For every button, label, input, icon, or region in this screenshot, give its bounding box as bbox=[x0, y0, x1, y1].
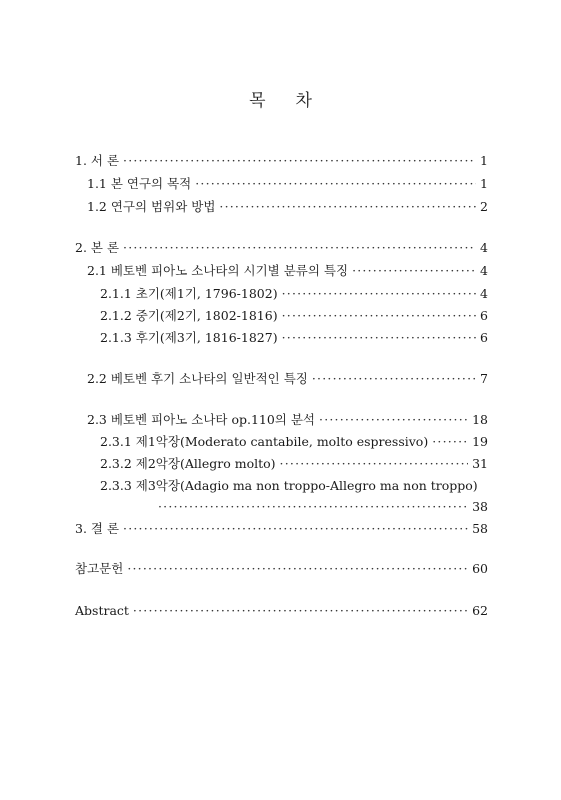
toc-entry-main-body[interactable] bbox=[75, 240, 488, 256]
toc-entry-page: 19 bbox=[472, 434, 488, 449]
leader-dots bbox=[133, 603, 468, 619]
toc-entry-1-1[interactable] bbox=[87, 176, 488, 192]
leader-dots bbox=[280, 456, 469, 472]
toc-entry-label: 2.2 베토벤 후기 소나타의 일반적인 특징 bbox=[87, 371, 308, 386]
toc-entry-label: 2.3.1 제1악장(Moderato cantabile, molto espressivo) bbox=[100, 434, 429, 449]
toc-entry-page: 62 bbox=[472, 603, 488, 618]
leader-dots bbox=[312, 371, 476, 387]
toc-entry-page: 4 bbox=[480, 286, 488, 301]
toc-entry-label: 2.1 베토벤 피아노 소나타의 시기별 분류의 특징 bbox=[87, 263, 349, 278]
toc-entry-2-1[interactable] bbox=[87, 263, 488, 279]
toc-entry-page: 1 bbox=[480, 153, 488, 168]
leader-dots bbox=[352, 263, 476, 279]
toc-entry-2-3[interactable] bbox=[87, 412, 488, 428]
toc-entry-label: 2. 본 론 bbox=[75, 240, 120, 255]
toc-entry-label: 2.1.2 중기(제2기, 1802-1816) bbox=[100, 308, 278, 323]
toc-entry-label: 2.3.2 제2악장(Allegro molto) bbox=[100, 456, 276, 471]
leader-dots bbox=[282, 286, 476, 302]
toc-title-char-1: 목 bbox=[249, 91, 266, 111]
leader-dots bbox=[123, 153, 476, 169]
toc-entry-label: 1.2 연구의 범위와 방법 bbox=[87, 199, 216, 214]
toc-entry-label: 2.3.3 제3악장(Adagio ma non troppo-Allegro ma non troppo) bbox=[100, 478, 478, 493]
toc-entry-label: 1. 서 론 bbox=[75, 153, 120, 168]
toc-entry-label: 2.1.1 초기(제1기, 1796-1802) bbox=[100, 286, 278, 301]
toc-entry-2-3-3[interactable] bbox=[100, 478, 478, 494]
leader-dots bbox=[123, 240, 476, 256]
toc-entry-page: 2 bbox=[480, 199, 488, 214]
toc-entry-page: 4 bbox=[480, 240, 488, 255]
toc-entry-2-1-3[interactable] bbox=[100, 330, 488, 346]
toc-entry-page: 60 bbox=[472, 561, 488, 576]
toc-entry-2-1-2[interactable] bbox=[100, 308, 488, 324]
toc-entry-page: 4 bbox=[480, 263, 488, 278]
toc-entry-label: 3. 결 론 bbox=[75, 521, 120, 536]
toc-title-char-2: 차 bbox=[295, 91, 312, 111]
toc-entry-introduction[interactable] bbox=[75, 153, 488, 169]
toc-entry-page: 6 bbox=[480, 308, 488, 323]
toc-entry-2-3-3-continuation[interactable] bbox=[158, 499, 488, 515]
toc-entry-label: 2.3 베토벤 피아노 소나타 op.110의 분석 bbox=[87, 412, 316, 427]
toc-entry-2-3-1[interactable] bbox=[100, 434, 488, 450]
toc-entry-label: 2.1.3 후기(제3기, 1816-1827) bbox=[100, 330, 278, 345]
leader-dots bbox=[123, 521, 468, 537]
leader-dots bbox=[282, 308, 476, 324]
toc-entry-page: 7 bbox=[480, 371, 488, 386]
toc-entry-page: 38 bbox=[472, 499, 488, 514]
toc-entry-1-2[interactable] bbox=[87, 199, 488, 215]
toc-entry-references[interactable] bbox=[75, 561, 488, 577]
toc-entry-label: 참고문헌 bbox=[75, 561, 124, 576]
leader-dots bbox=[127, 561, 468, 577]
toc-title bbox=[0, 86, 561, 111]
leader-dots bbox=[195, 176, 476, 192]
leader-dots bbox=[432, 434, 468, 450]
toc-entry-abstract[interactable] bbox=[75, 603, 488, 619]
toc-entry-label: Abstract bbox=[75, 603, 129, 618]
toc-entry-page: 1 bbox=[480, 176, 488, 191]
toc-entry-label: 1.1 본 연구의 목적 bbox=[87, 176, 192, 191]
toc-entry-page: 18 bbox=[472, 412, 488, 427]
toc-entry-page: 6 bbox=[480, 330, 488, 345]
leader-dots bbox=[282, 330, 476, 346]
toc-entry-2-2[interactable] bbox=[87, 371, 488, 387]
leader-dots bbox=[219, 199, 476, 215]
toc-entry-page: 31 bbox=[472, 456, 488, 471]
toc-entry-conclusion[interactable] bbox=[75, 521, 488, 537]
toc-entry-2-1-1[interactable] bbox=[100, 286, 488, 302]
leader-dots bbox=[158, 499, 468, 515]
leader-dots bbox=[319, 412, 468, 428]
toc-entry-2-3-2[interactable] bbox=[100, 456, 488, 472]
toc-entry-page: 58 bbox=[472, 521, 488, 536]
